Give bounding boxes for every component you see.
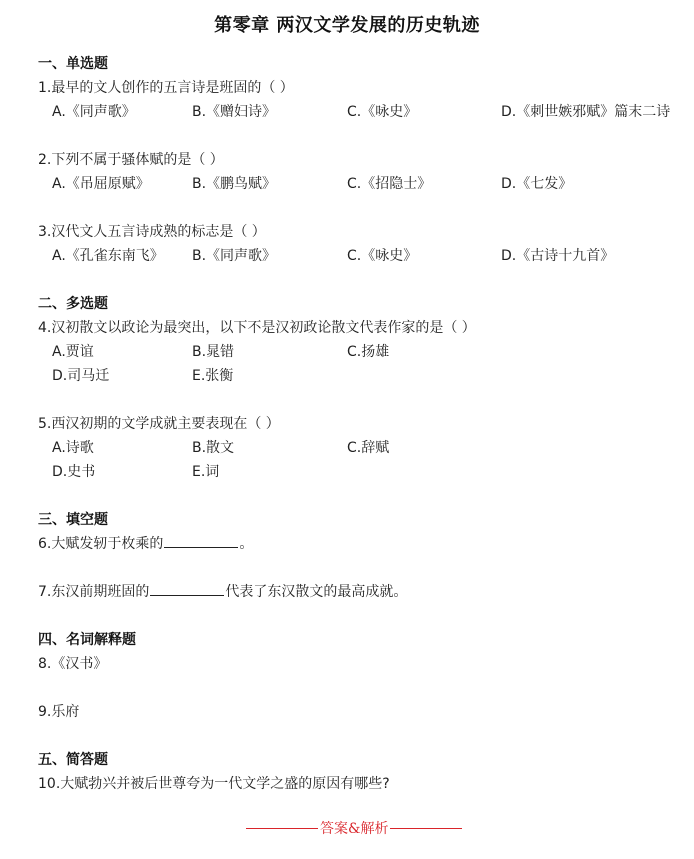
q2-option-d: D.《七发》 [501, 176, 573, 192]
question-2: 2.下列不属于骚体赋的是（ ） [38, 152, 224, 168]
q4-option-e: E.张衡 [192, 368, 234, 384]
page-title: 第零章 两汉文学发展的历史轨迹 [214, 15, 480, 36]
q1-option-d: D.《刺世嫉邪赋》篇末二诗 [501, 104, 671, 120]
section-heading-term-explanation: 四、名词解释题 [38, 632, 136, 648]
q4-option-b: B.晁错 [192, 344, 235, 360]
q5-option-c: C.辞赋 [347, 440, 390, 456]
q4-option-d: D.司马迁 [52, 368, 110, 384]
question-4: 4.汉初散文以政论为最突出，以下不是汉初政论散文代表作家的是（ ） [38, 320, 476, 336]
q7-blank[interactable] [150, 581, 224, 596]
q1-option-b: B.《赠妇诗》 [192, 104, 277, 120]
q3-option-b: B.《同声歌》 [192, 248, 277, 264]
q2-option-a: A.《吊屈原赋》 [52, 176, 150, 192]
section-heading-short-answer: 五、简答题 [38, 752, 108, 768]
question-6 [38, 533, 253, 553]
question-9: 9.乐府 [38, 704, 80, 720]
divider-line-right [390, 828, 462, 829]
question-1: 1.最早的文人创作的五言诗是班固的（ ） [38, 80, 294, 96]
question-8: 8.《汉书》 [38, 656, 108, 672]
question-10: 10.大赋勃兴并被后世尊夸为一代文学之盛的原因有哪些? [38, 776, 390, 792]
q5-option-a: A.诗歌 [52, 440, 94, 456]
q4-option-c: C.扬雄 [347, 344, 390, 360]
q4-option-a: A.贾谊 [52, 344, 94, 360]
answer-header: 答案&解析 [320, 821, 389, 837]
q3-option-d: D.《古诗十九首》 [501, 248, 615, 264]
q5-option-e: E.词 [192, 464, 220, 480]
section-heading-multiple-choice: 二、多选题 [38, 296, 108, 312]
q3-option-a: A.《孔雀东南飞》 [52, 248, 164, 264]
q1-option-c: C.《咏史》 [347, 104, 418, 120]
q7-text-before: 7.东汉前期班固的 [38, 584, 150, 600]
section-heading-fill-blank: 三、填空题 [38, 512, 108, 528]
question-7 [38, 581, 407, 601]
answer-section-divider [246, 818, 486, 838]
q6-text-before: 6.大赋发轫于枚乘的 [38, 536, 164, 552]
section-heading-single-choice: 一、单选题 [38, 56, 108, 72]
q1-option-a: A.《同声歌》 [52, 104, 136, 120]
divider-line-left [246, 828, 318, 829]
q5-option-d: D.史书 [52, 464, 96, 480]
q2-option-b: B.《鹏鸟赋》 [192, 176, 277, 192]
q6-blank[interactable] [164, 533, 238, 548]
q3-option-c: C.《咏史》 [347, 248, 418, 264]
question-3: 3.汉代文人五言诗成熟的标志是（ ） [38, 224, 266, 240]
question-5: 5.西汉初期的文学成就主要表现在（ ） [38, 416, 280, 432]
q7-text-after: 代表了东汉散文的最高成就。 [225, 584, 408, 600]
q2-option-c: C.《招隐士》 [347, 176, 432, 192]
q6-text-after: 。 [239, 536, 254, 552]
q5-option-b: B.散文 [192, 440, 235, 456]
